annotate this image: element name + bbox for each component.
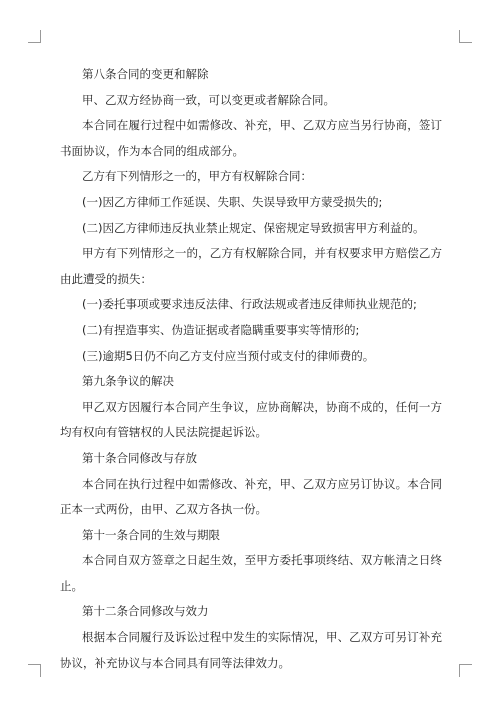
paragraph: 本合同在履行过程中如需修改、补充，甲、乙双方应当另行协商，签订书面协议，作为本合同的组成部分。 — [60, 118, 442, 158]
section-heading-12: 第十二条合同修改与效力 — [82, 604, 209, 619]
paragraph: 根据本合同履行及诉讼过程中发生的实际情况，甲、乙双方可另订补充协议，补充协议与本合同具有同等法律效力。 — [60, 630, 442, 670]
paragraph: 甲方有下列情形之一的，乙方有权解除合同，并有权要求甲方赔偿乙方由此遭受的损失： — [60, 246, 442, 286]
list-item: (三)逾期5日仍不向乙方支付应当预付或支付的律师费的。 — [82, 348, 375, 363]
list-item: (二)有捏造事实、伪造证据或者隐瞒重要事实等情形的; — [82, 322, 360, 337]
crop-mark-bottom-left — [28, 664, 41, 677]
section-heading-9: 第九条争议的解决 — [82, 374, 174, 389]
paragraph: 甲乙双方因履行本合同产生争议，应协商解决，协商不成的，任何一方均有权向有管辖权的人民法院提起诉讼。 — [60, 399, 442, 440]
crop-mark-bottom-right — [459, 664, 472, 677]
section-heading-10: 第十条合同修改与存放 — [82, 450, 197, 465]
section-heading-8: 第八条合同的变更和解除 — [82, 67, 209, 81]
crop-mark-top-right — [459, 30, 472, 43]
list-item: (一)委托事项或要求违反法律、行政法规或者违反律师执业规范的; — [82, 297, 417, 312]
document-page — [60, 62, 442, 676]
paragraph: 本合同自双方签章之日起生效，至甲方委托事项终结、双方帐清之日终止。 — [60, 553, 442, 593]
paragraph: 本合同在执行过程中如需修改、补充，甲、乙双方应另订协议。本合同正本一式两份，由甲、乙双方各执一份。 — [60, 476, 442, 517]
list-item: (二)因乙方律师违反执业禁止规定、保密规定导致损害甲方利益的。 — [82, 220, 425, 235]
section-heading-11: 第十一条合同的生效与期限 — [82, 527, 220, 542]
list-item: (一)因乙方律师工作延误、失职、失误导致甲方蒙受损失的; — [82, 194, 383, 209]
crop-mark-top-left — [28, 30, 41, 43]
paragraph: 乙方有下列情形之一的，甲方有权解除合同： — [82, 169, 312, 184]
paragraph: 甲、乙双方经协商一致，可以变更或者解除合同。 — [82, 92, 335, 107]
